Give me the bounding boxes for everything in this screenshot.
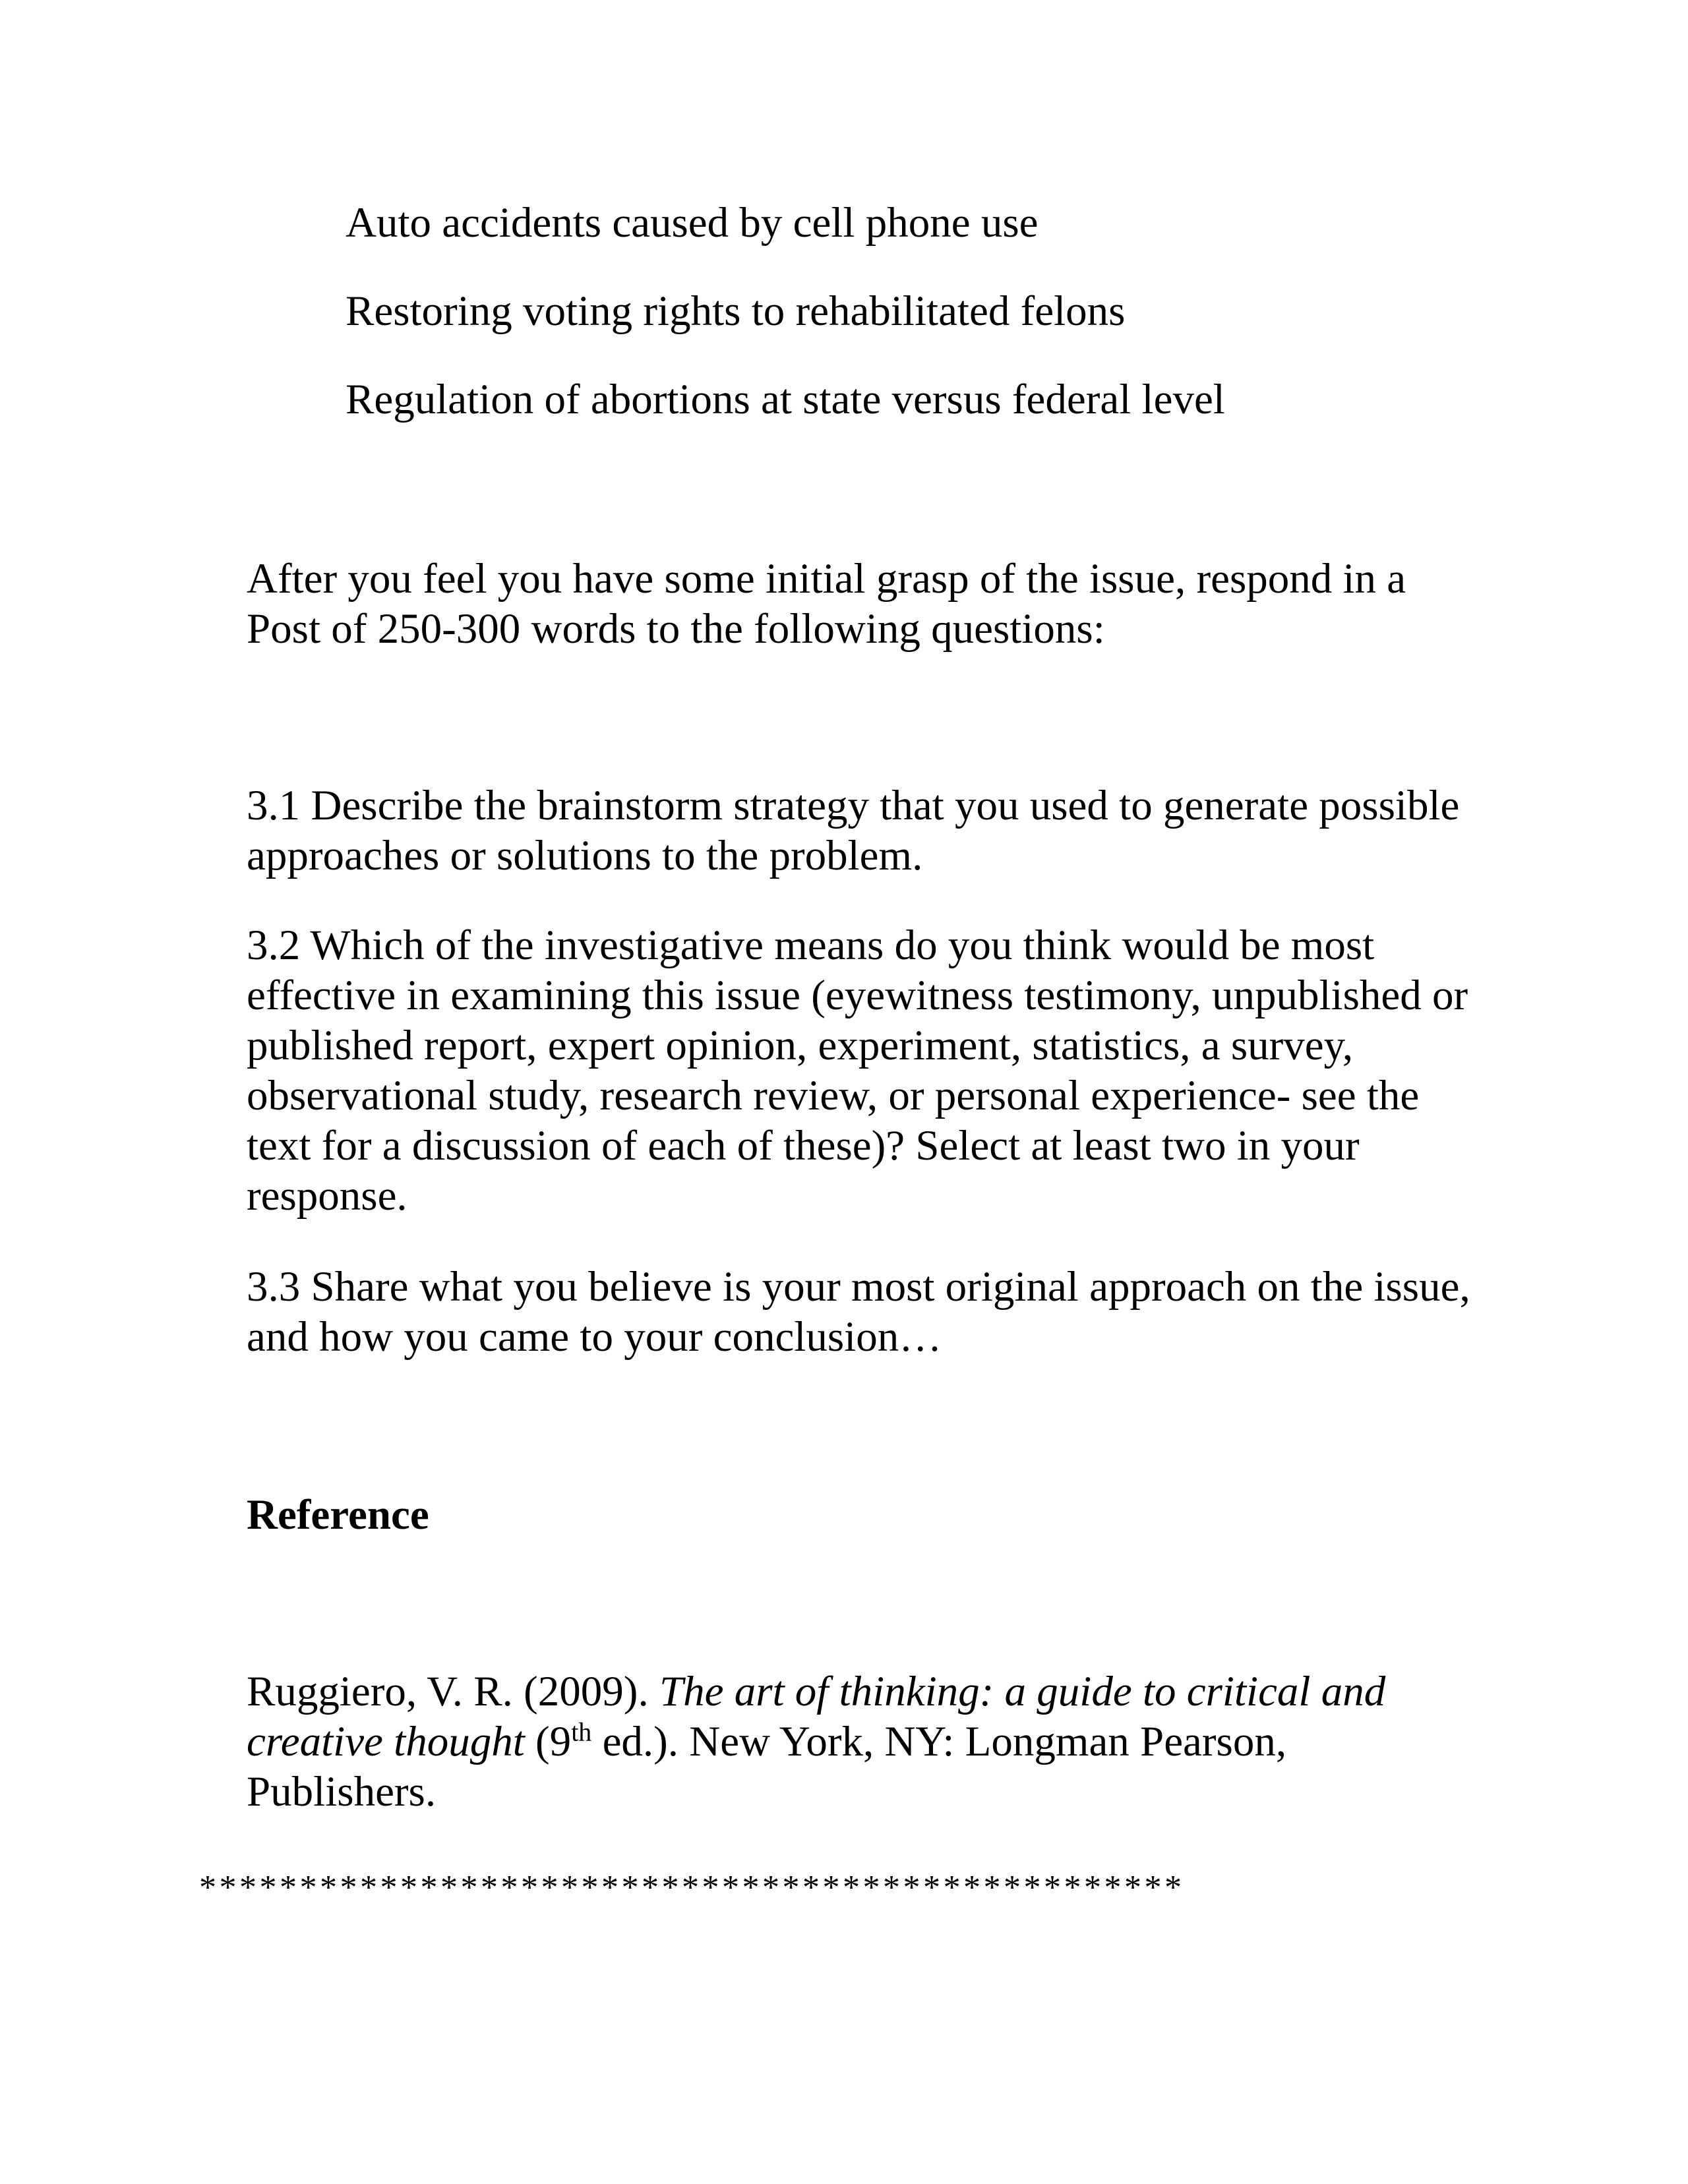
asterisk-separator: ************************************************* xyxy=(199,1869,1185,1906)
question-3-3 xyxy=(247,1262,1486,1362)
question-3-1-text: 3.1 Describe the brainstorm strategy that you used to generate possible approaches or solutions to the problem. xyxy=(247,782,1460,879)
citation-edition-suffix: th xyxy=(571,1717,592,1747)
question-3-3-text: 3.3 Share what you believe is your most original approach on the issue, and how you came to your conclusion… xyxy=(247,1263,1470,1361)
instruction-text: After you feel you have some initial grasp of the issue, respond in a Post of 250-300 words to the following questions: xyxy=(247,555,1406,653)
question-3-2 xyxy=(247,920,1486,1221)
topic-item-3: Regulation of abortions at state versus federal level xyxy=(346,376,1225,423)
citation-title: The art of thinking: a guide to critical and creative thought xyxy=(247,1668,1386,1765)
reference-citation-text xyxy=(247,1667,1486,1817)
topic-item-2: Restoring voting rights to rehabilitated felons xyxy=(346,287,1126,335)
reference-citation xyxy=(247,1667,1486,1817)
citation-edition-number: (9 xyxy=(524,1718,572,1765)
instruction-paragraph xyxy=(247,554,1486,654)
citation-publisher: ed.). New York, NY: Longman Pearson, Publishers. xyxy=(247,1718,1287,1815)
topic-item-1: Auto accidents caused by cell phone use xyxy=(346,199,1039,247)
reference-heading: Reference xyxy=(247,1491,429,1539)
citation-author-year: Ruggiero, V. R. (2009). xyxy=(247,1668,659,1715)
question-3-1 xyxy=(247,781,1486,881)
question-3-2-text: 3.2 Which of the investigative means do you think would be most effective in examining this issue (eyewitness testimony, unpublished or published report, expert opinion, experiment, statistics, a survey, observational study, research review, or personal experience- see the text for a discussion of each of these)? Select at least two in your response. xyxy=(247,922,1468,1220)
